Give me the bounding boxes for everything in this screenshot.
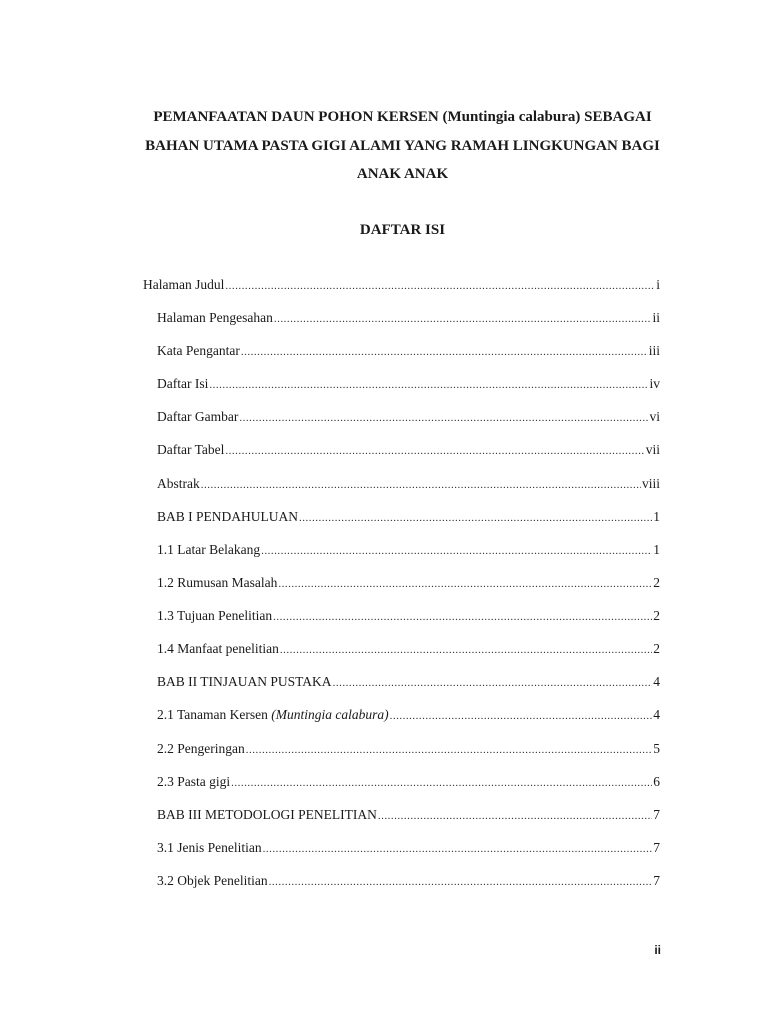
toc-entry-label: Halaman Pengesahan xyxy=(157,310,273,325)
toc-entry-label: BAB II TINJAUAN PUSTAKA xyxy=(157,674,332,689)
toc-entry-label: Kata Pengantar xyxy=(157,343,240,358)
toc-entry-page: 6 xyxy=(653,774,660,789)
toc-entry xyxy=(157,575,660,592)
toc-leader-dots xyxy=(278,576,652,592)
toc-entry-page: 1 xyxy=(653,509,660,524)
toc-entry-page: viii xyxy=(641,476,660,491)
toc-leader-dots xyxy=(269,874,653,890)
toc-leader-dots xyxy=(246,742,653,758)
toc-entry-label: Daftar Tabel xyxy=(157,442,225,457)
toc-entry-label: Halaman Judul xyxy=(143,277,225,292)
toc-entry-label: 3.1 Jenis Penelitian xyxy=(157,840,262,855)
toc-entry xyxy=(157,542,660,559)
toc-entry-page: 2 xyxy=(653,575,660,590)
toc-entry-label: 2.2 Pengeringan xyxy=(157,741,245,756)
toc-entry xyxy=(157,873,660,890)
document-title-line-1: PEMANFAATAN DAUN POHON KERSEN (Muntingia calabura) SEBAGAI xyxy=(153,109,652,125)
toc-entry-page: 7 xyxy=(653,873,660,888)
toc-leader-dots xyxy=(378,808,652,824)
toc-entry-page: iv xyxy=(649,376,660,391)
toc-leader-dots xyxy=(280,642,652,658)
toc-entry-label: Abstrak xyxy=(157,476,200,491)
toc-entry-label: BAB III METODOLOGI PENELITIAN xyxy=(157,807,377,822)
toc-entry-page: i xyxy=(656,277,660,292)
toc-leader-dots xyxy=(263,841,653,857)
toc-entry-page: 4 xyxy=(653,707,660,722)
toc-entry-page: vi xyxy=(649,409,660,424)
toc-entry-page: 7 xyxy=(653,840,660,855)
toc-entry-page: 2 xyxy=(653,641,660,656)
toc-entry xyxy=(157,409,660,426)
toc-entry xyxy=(157,807,660,824)
toc-leader-dots xyxy=(225,443,644,459)
toc-entry-label: 1.4 Manfaat penelitian xyxy=(157,641,279,656)
toc-leader-dots xyxy=(299,510,652,526)
toc-leader-dots xyxy=(274,311,652,327)
toc-entry-page: ii xyxy=(652,310,660,325)
toc-entry xyxy=(157,774,660,791)
toc-entry-label: 2.3 Pasta gigi xyxy=(157,774,231,789)
toc-heading: DAFTAR ISI xyxy=(359,222,446,238)
toc-entry xyxy=(157,310,660,327)
toc-entry-page: 4 xyxy=(653,674,660,689)
toc-leader-dots xyxy=(201,477,641,493)
toc-leader-dots xyxy=(390,708,653,724)
toc-leader-dots xyxy=(273,609,652,625)
toc-entry-page: 5 xyxy=(653,741,660,756)
toc-entry xyxy=(157,641,660,658)
toc-entry-label: 3.2 Objek Penelitian xyxy=(157,873,268,888)
toc-entry-label: Daftar Isi xyxy=(157,376,209,391)
toc-entry xyxy=(157,476,660,493)
toc-entry-label: 1.2 Rumusan Masalah xyxy=(157,575,278,590)
toc-entry xyxy=(157,674,660,691)
toc-leader-dots xyxy=(225,278,655,294)
toc-entry xyxy=(157,343,660,360)
toc-entry-label xyxy=(157,707,389,723)
toc-entry-page: vii xyxy=(645,442,660,457)
toc-entry-page: 1 xyxy=(653,542,660,557)
toc-entry xyxy=(157,376,660,393)
toc-entry-label: BAB I PENDAHULUAN xyxy=(157,509,298,524)
document-title-line-2: BAHAN UTAMA PASTA GIGI ALAMI YANG RAMAH LINGKUNGAN BAGI xyxy=(145,138,660,154)
toc-entry-label: 1.3 Tujuan Penelitian xyxy=(157,608,273,623)
toc-entry-label: 1.1 Latar Belakang xyxy=(157,542,261,557)
toc-entry xyxy=(157,707,660,724)
toc-entry-page: iii xyxy=(648,343,660,358)
toc-entry-label-text: 2.1 Tanaman Kersen xyxy=(157,707,268,722)
toc-entry xyxy=(157,741,660,758)
toc-entry xyxy=(157,608,660,625)
toc-leader-dots xyxy=(231,775,652,791)
toc-leader-dots xyxy=(261,543,652,559)
document-title-line-3: ANAK ANAK xyxy=(356,166,449,182)
toc-leader-dots xyxy=(241,344,648,360)
toc-entry xyxy=(157,442,660,459)
toc-leader-dots xyxy=(239,410,648,426)
toc-entry-label-italic: (Muntingia calabura) xyxy=(271,707,389,722)
toc-leader-dots xyxy=(209,377,648,393)
toc-entry xyxy=(157,840,660,857)
toc-entry xyxy=(143,277,660,294)
page-number: ii xyxy=(654,943,661,957)
toc-entry-label: Daftar Gambar xyxy=(157,409,239,424)
toc-entry-page: 7 xyxy=(653,807,660,822)
toc-entry-page: 2 xyxy=(653,608,660,623)
toc-entry xyxy=(157,509,660,526)
toc-leader-dots xyxy=(333,675,653,691)
